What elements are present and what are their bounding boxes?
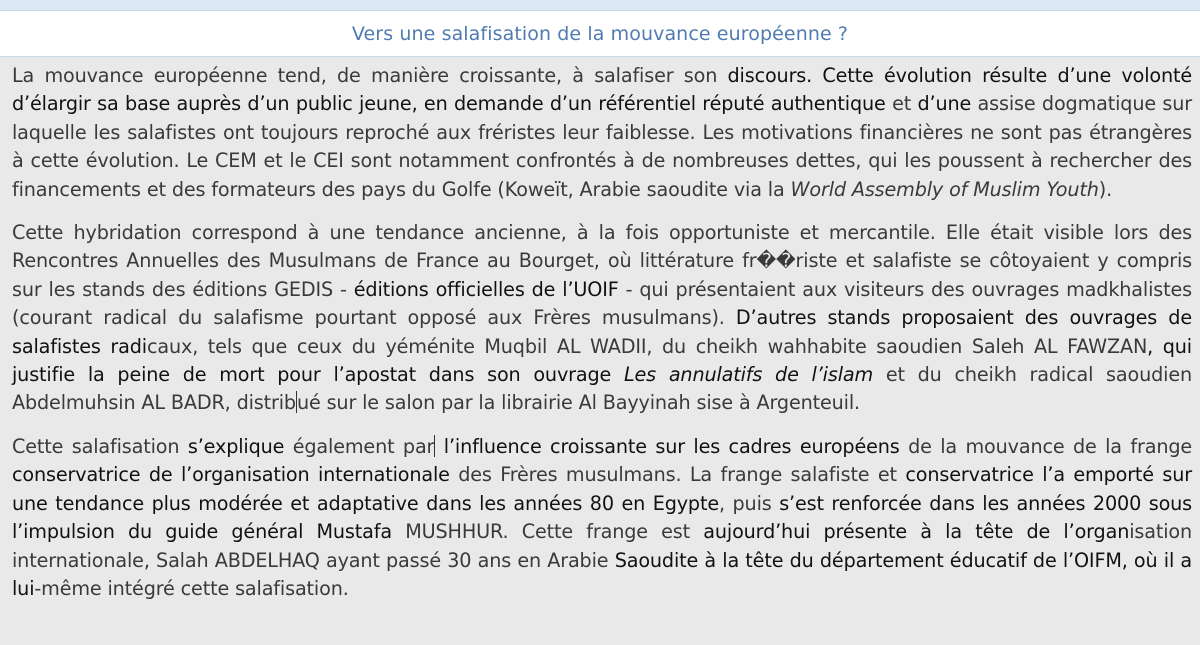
text-segment: , qui justifie la peine de mort pour l’apostat dans son ouvrage bbox=[12, 334, 1192, 387]
text-segment: D’autres stands proposaient des ouvrages de salafistes radi bbox=[12, 306, 1192, 358]
text-segment: Cette salafisation bbox=[12, 434, 188, 458]
section-title: Vers une salafisation de la mouvance européenne ? bbox=[351, 22, 849, 45]
text-segment: s’est renforcée dans les années 2000 sous l’impulsion du guide général Mustafa bbox=[12, 491, 1193, 544]
text-segment: l’influence croissante sur les cadres européens bbox=[435, 434, 900, 458]
text-segment: et du cheikh radical saoudien Abdelmuhsin AL BADR, distrib bbox=[12, 363, 1192, 415]
text-segment: caux, tels que ceux du yéménite Muqbil AL WADII, du cheikh wahhabite saoudien Saleh AL FAWZAN bbox=[146, 334, 1148, 358]
text-segment: éditions officielles de l’UOIF bbox=[353, 277, 619, 301]
text-segment: d’une bbox=[917, 92, 972, 116]
text-segment: de la mouvance de la frange bbox=[899, 434, 1193, 458]
top-strip bbox=[0, 0, 1200, 10]
text-segment: des Frères musulmans. La frange salafiste et bbox=[449, 463, 906, 487]
text-segment: aujourd’hui présente à la tête de l’organ bbox=[703, 520, 1130, 544]
text-segment: Les annulatifs de l’islam bbox=[623, 363, 874, 387]
text-segment: Saoudite à la tête du département éducatif de l’OIFM, où il a lui bbox=[12, 548, 1192, 600]
text-segment: , puis bbox=[719, 491, 780, 515]
text-segment: Cette hybridation correspond à une tendance ancienne, à la fois opportuniste et mercantile. Elle était visible lors des Rencontres Annuelles des Musulmans de France au Bourget, où littérature fr��riste et salafiste se côtoyaient y compris sur les stands des éditions GEDIS - bbox=[12, 221, 1192, 301]
text-segment: également par bbox=[284, 434, 435, 458]
text-segment: La mouvance européenne tend, de manière croissante, à salafiser son bbox=[12, 64, 728, 87]
text-segment: isation internationale, Salah ABDELHAQ ayant passé 30 ans en Arabie bbox=[12, 520, 1193, 572]
text-segment: ). bbox=[1098, 177, 1113, 201]
text-segment: ué sur le salon par la librairie Al Bayyinah sise à Argenteuil. bbox=[296, 391, 860, 415]
text-segment: MUSHHUR. Cette frange est bbox=[391, 520, 704, 544]
body-text bbox=[12, 62, 1192, 618]
title-box bbox=[0, 10, 1200, 57]
paragraph-1 bbox=[12, 62, 1192, 204]
paragraph-2 bbox=[12, 219, 1192, 418]
text-segment: World Assembly of Muslim Youth bbox=[790, 177, 1099, 201]
paragraph-3 bbox=[12, 433, 1192, 603]
text-segment: assise dogmatique sur laquelle les salafistes ont toujours reproché aux fréristes leur faiblesse. Les motivations financières ne sont pas étrangères à cette évolution. Le CEM et le CEI sont notamment confrontés à de nombreuses dettes, qui les poussent à rechercher des financements et des formateurs des pays du Golfe (Koweït, Arabie saoudite via la bbox=[12, 92, 1192, 201]
text-segment: - qui présentaient aux visiteurs des ouvrages madkhalistes (courant radical du salafisme pourtant opposé aux Frères musulmans). bbox=[12, 277, 1192, 330]
text-segment: -même intégré cette salafisation. bbox=[34, 576, 349, 600]
text-segment: s’explique bbox=[187, 434, 285, 458]
text-segment: conservatrice l’a emporté sur une tendance plus modérée et adaptative dans les années 80 en Egypte bbox=[12, 463, 1192, 515]
text-segment: conservatrice de l’organisation internationale bbox=[12, 463, 450, 487]
text-segment: et bbox=[885, 92, 918, 116]
text-segment: discours. Cette évolution résulte d’une volonté d’élargir sa base auprès d’un public jeune, en demande d’un référentiel réputé authentique bbox=[12, 64, 1192, 116]
